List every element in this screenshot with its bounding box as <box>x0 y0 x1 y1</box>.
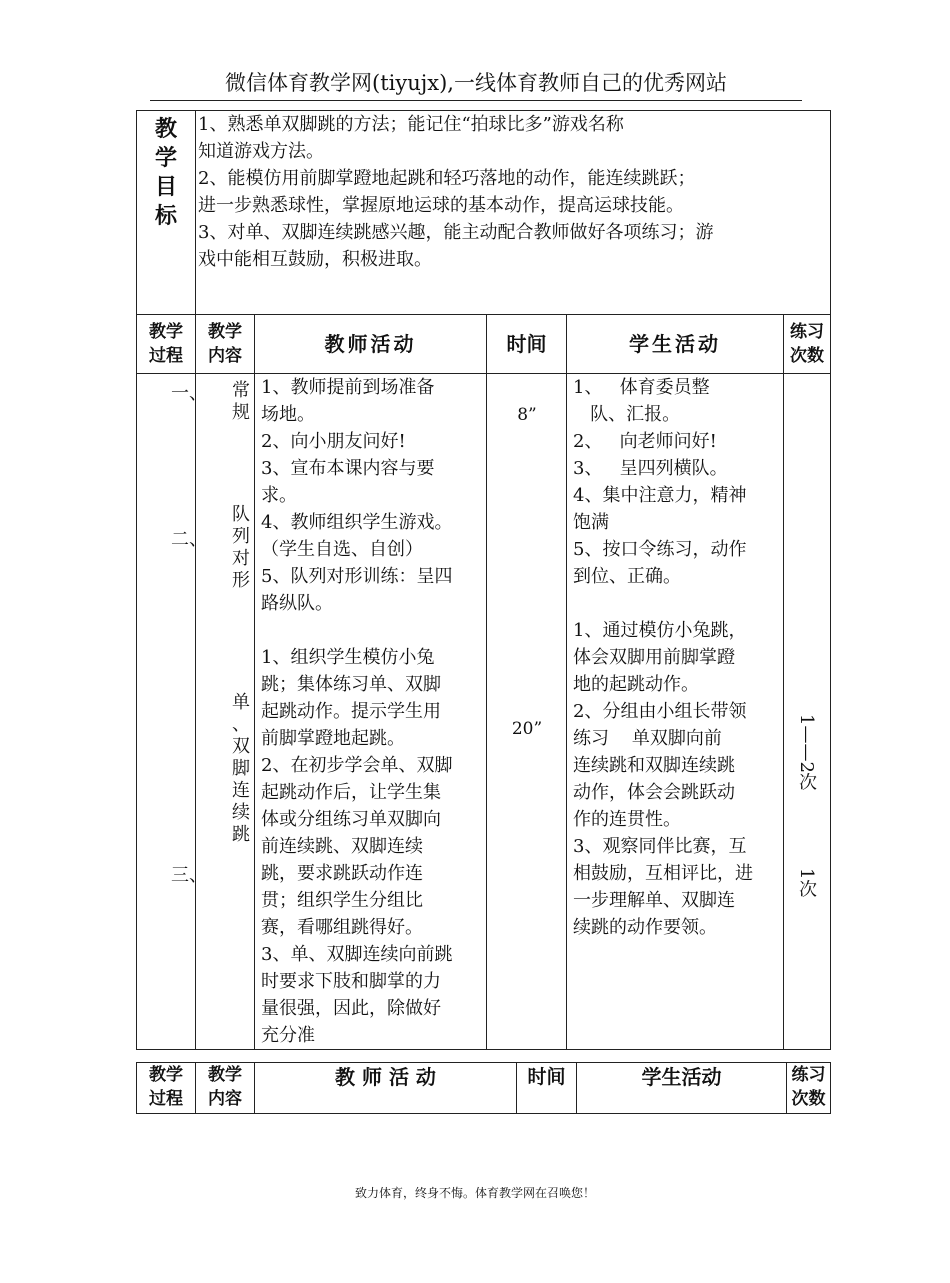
header-process: 教学 过程 <box>137 315 196 374</box>
content-formation: 队 列 对 形 <box>232 504 250 591</box>
continuation-header-teacher: 教 师 活 动 <box>255 1063 517 1114</box>
table-header-row <box>137 315 831 374</box>
page-footer: 致力体育，终身不悔。体育教学网在召唤您！ <box>354 1186 595 1200</box>
student-activity-cell: 1、 体育委员整 队、汇报。 2、 向老师问好! 3、 呈四列横队。 4、集中注意力，精神 饱满 5、按口令练习，动作 到位、正确。 1、通过模仿小兔跳， 体会双脚用前脚掌蹬 地的起跳动作。 2、分组由小组长带领 练习 单双脚向前 连续跳和双脚连续跳 动作，体会会跳跃动 作的连贯性。 3、观察同伴比赛，互 相鼓励，互相评比，进 一步理解单、双脚连 续跳的动作要领。 <box>567 374 784 1050</box>
header-rule <box>150 100 802 101</box>
process-step-2: 二、 <box>171 529 207 550</box>
continuation-header-count: 练习 次数 <box>787 1063 831 1114</box>
objectives-row <box>137 111 831 315</box>
lesson-plan-table <box>136 110 831 1050</box>
lesson-body-row <box>137 374 831 1050</box>
header-practice-count: 练习 次数 <box>784 315 831 374</box>
page-header: 微信体育教学网(tiyujx),一线体育教师自己的优秀网站 <box>225 71 727 95</box>
continuation-header-row <box>137 1063 831 1114</box>
continuation-header-content: 教学 内容 <box>196 1063 255 1114</box>
objectives-text: 1、熟悉单双脚跳的方法；能记住“拍球比多”游戏名称 知道游戏方法。 2、能模仿用前脚掌蹬地起跳和轻巧落地的动作，能连续跳跃； 进一步熟悉球性，掌握原地运球的基本动作，提高运球技能。 3、对单、双脚连续跳感兴趣，能主动配合教师做好各项练习；游 戏中能相互鼓励，积极进取。 <box>196 111 831 315</box>
content-routine: 常 规 <box>232 380 250 423</box>
header-teacher-activity: 教师活动 <box>255 315 487 374</box>
continuation-header-time: 时间 <box>517 1063 577 1114</box>
content-jumping: 单 、 双 脚 连 续 跳 <box>232 692 250 845</box>
process-cell <box>137 374 207 1050</box>
header-student-activity: 学生活动 <box>567 315 784 374</box>
process-step-1: 一、 <box>171 383 207 404</box>
continuation-table <box>136 1062 831 1114</box>
content-cell <box>196 374 255 1050</box>
header-time: 时间 <box>487 315 567 374</box>
practice-count-cell <box>784 374 831 1050</box>
header-content: 教学 内容 <box>196 315 255 374</box>
practice-count-2: 1次 <box>796 868 817 898</box>
continuation-header-process: 教学 过程 <box>137 1063 196 1114</box>
continuation-header-student: 学生活动 <box>577 1063 787 1114</box>
practice-count-1: 1——2次 <box>796 714 817 791</box>
time-routine: 8” <box>517 405 537 425</box>
time-jumping: 20” <box>511 719 543 739</box>
objectives-label: 教 学 目 标 <box>137 111 196 315</box>
process-step-3: 三、 <box>171 865 207 886</box>
time-cell <box>487 374 567 1050</box>
teacher-activity-cell: 1、教师提前到场准备 场地。 2、向小朋友问好! 3、宣布本课内容与要 求。 4、教师组织学生游戏。 （学生自选、自创） 5、队列对形训练：呈四 路纵队。 1、组织学生模仿小兔 跳；集体练习单、双脚 起跳动作。提示学生用 前脚掌蹬地起跳。 2、在初步学会单、双脚 起跳动作后，让学生集 体或分组练习单双脚向 前连续跳、双脚连续 跳，要求跳跃动作连 贯；组织学生分组比 赛，看哪组跳得好。 3、单、双脚连续向前跳 时要求下肢和脚掌的力 量很强，因此，除做好 充分准 <box>255 374 487 1050</box>
